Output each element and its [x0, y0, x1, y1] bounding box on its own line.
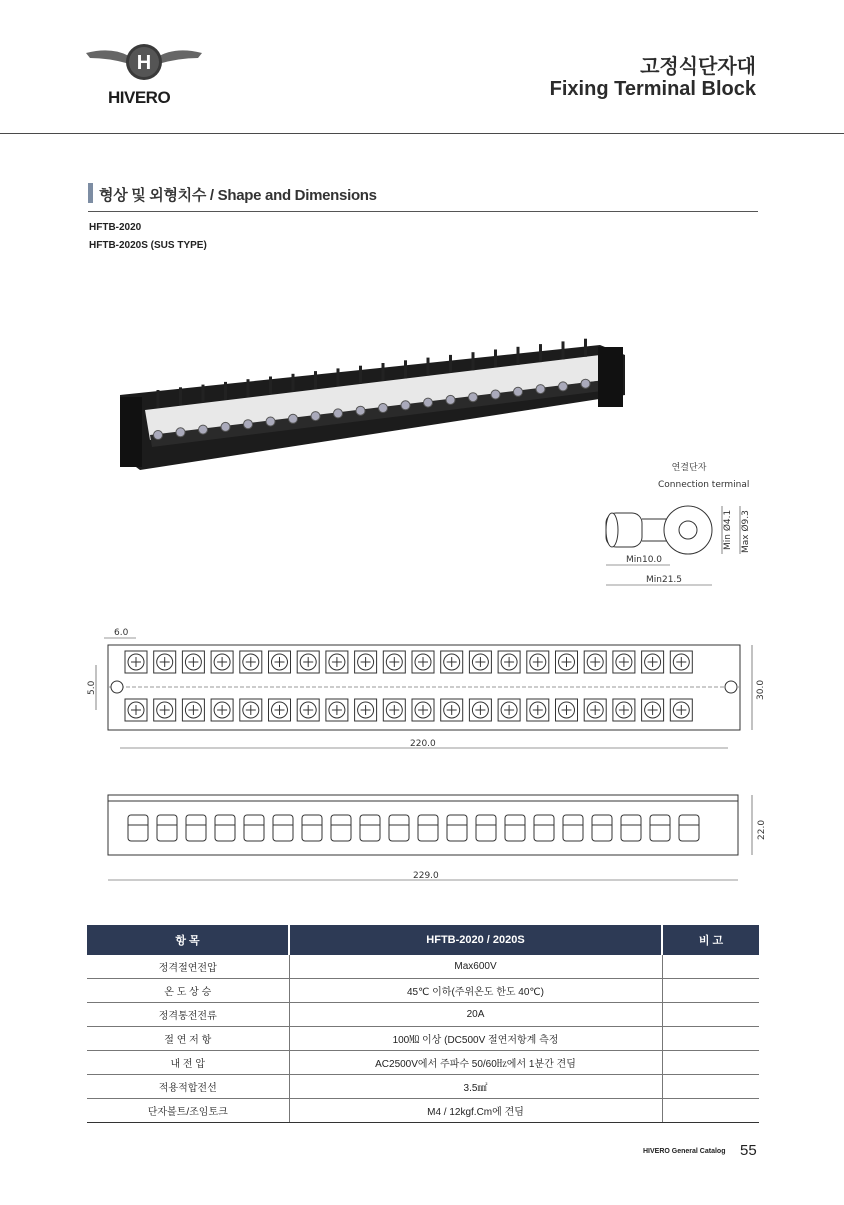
dim-30: 30.0 [756, 679, 766, 700]
row-item: 정격통전전류 [87, 1003, 289, 1027]
terminal-front [505, 815, 525, 841]
row-value: Max600V [289, 955, 662, 979]
row-note [662, 1051, 759, 1075]
header-item: 항 목 [87, 925, 289, 955]
photo-separator [314, 371, 317, 389]
connection-terminal-label-en: Connection terminal [658, 480, 750, 490]
row-note [662, 1075, 759, 1099]
row-note [662, 1003, 759, 1027]
photo-separator [157, 390, 160, 408]
dim-max-9-3: Max Ø9.3 [741, 510, 751, 553]
photo-screw [536, 385, 545, 394]
terminal-front [273, 815, 293, 841]
dim-5: 5.0 [87, 680, 97, 695]
terminal-front [157, 815, 177, 841]
row-value: 100㏁ 이상 (DC500V 절연저항계 측정 [289, 1027, 662, 1051]
photo-separator [337, 368, 340, 386]
brand-name: HIVERO [108, 88, 171, 107]
table-row [87, 1099, 759, 1123]
header-model: HFTB-2020 / 2020S [289, 925, 662, 955]
row-value: 20A [289, 1003, 662, 1027]
photo-separator [472, 352, 475, 370]
photo-separator [449, 355, 452, 373]
photo-screw [559, 382, 568, 391]
connection-terminal-drawing [592, 455, 762, 595]
section-title: 형상 및 외형치수 / Shape and Dimensions [99, 187, 377, 204]
photo-separator [292, 374, 295, 392]
photo-screw [311, 412, 320, 421]
row-item: 내 전 압 [87, 1051, 289, 1075]
terminal-front [215, 815, 235, 841]
photo-separator [562, 341, 565, 359]
connection-terminal-label-ko: 연결단자 [671, 463, 707, 473]
photo-screw [469, 393, 478, 402]
page-title-korean: 고정식단자대 [640, 56, 756, 78]
row-item: 절 연 저 항 [87, 1027, 289, 1051]
photo-screw [581, 379, 590, 388]
model-name-sus: HFTB-2020S (SUS TYPE) [89, 240, 207, 251]
photo-screw [446, 395, 455, 404]
terminal-front [679, 815, 699, 841]
terminal-front [563, 815, 583, 841]
terminal-front [476, 815, 496, 841]
row-value: AC2500V에서 주파수 50/60㎐에서 1분간 견딤 [289, 1051, 662, 1075]
page-number: 55 [740, 1142, 757, 1159]
row-note [662, 1099, 759, 1123]
row-value: M4 / 12kgf.Cm에 견딤 [289, 1099, 662, 1123]
table-row [87, 1051, 759, 1075]
end-block-right [598, 347, 623, 407]
header-divider [0, 133, 844, 134]
top-view-drawing [80, 620, 770, 760]
terminal-front [447, 815, 467, 841]
footer-catalog: HIVERO General Catalog [643, 1148, 726, 1155]
photo-separator [404, 360, 407, 378]
table-row [87, 979, 759, 1003]
photo-separator [517, 347, 520, 365]
photo-screw [379, 404, 388, 413]
terminal-front [186, 815, 206, 841]
table-header-row [87, 925, 759, 955]
photo-separator [269, 377, 272, 395]
photo-separator [382, 363, 385, 381]
photo-screw [289, 414, 298, 423]
terminal-front [621, 815, 641, 841]
photo-separator [202, 385, 205, 403]
photo-screw [221, 422, 230, 431]
terminal-front [360, 815, 380, 841]
row-value: 3.5㎟ [289, 1075, 662, 1099]
section-divider [88, 211, 758, 212]
table-row [87, 955, 759, 979]
spec-table [87, 925, 759, 1123]
page-title-english: Fixing Terminal Block [549, 78, 756, 100]
terminal-front [592, 815, 612, 841]
photo-screw [514, 387, 523, 396]
photo-screw [334, 409, 343, 418]
terminal-front [331, 815, 351, 841]
front-view-drawing [100, 785, 770, 890]
photo-separator [224, 382, 227, 400]
terminal-front [128, 815, 148, 841]
photo-screw [491, 390, 500, 399]
photo-separator [247, 379, 250, 397]
model-name: HFTB-2020 [89, 222, 142, 233]
table-row [87, 1075, 759, 1099]
photo-separator [359, 366, 362, 384]
photo-separator [179, 387, 182, 405]
row-value: 45℃ 이하(주위온도 한도 40℃) [289, 979, 662, 1003]
dim-229: 229.0 [413, 871, 439, 881]
section-marker [88, 183, 93, 203]
photo-screw [401, 401, 410, 410]
row-note [662, 955, 759, 979]
dim-6: 6.0 [114, 628, 129, 638]
terminal-front [418, 815, 438, 841]
photo-screw [176, 428, 185, 437]
photo-screw [199, 425, 208, 434]
dim-22: 22.0 [757, 819, 767, 840]
dim-min-4-1: Min Ø4.1 [723, 509, 733, 550]
photo-separator [584, 339, 587, 357]
terminal-front [534, 815, 554, 841]
terminal-front [389, 815, 409, 841]
photo-separator [427, 358, 430, 376]
row-note [662, 1027, 759, 1051]
table-row [87, 1027, 759, 1051]
photo-screw [424, 398, 433, 407]
table-row [87, 1003, 759, 1027]
photo-screw [266, 417, 275, 426]
logo-letter: H [136, 52, 152, 74]
terminal-front [302, 815, 322, 841]
end-block-left [120, 397, 142, 467]
photo-separator [494, 350, 497, 368]
photo-separator [539, 344, 542, 362]
photo-screw [244, 420, 253, 429]
photo-screw [154, 431, 163, 440]
photo-screw [356, 406, 365, 415]
terminal-front [650, 815, 670, 841]
row-note [662, 979, 759, 1003]
dim-min-21-5: Min21.5 [646, 575, 683, 585]
terminal-front [244, 815, 264, 841]
product-photo [100, 335, 640, 475]
dim-min-10: Min10.0 [626, 555, 663, 565]
dim-220: 220.0 [410, 739, 436, 749]
row-item: 단자볼트/조임토크 [87, 1099, 289, 1123]
row-item: 정격절연전압 [87, 955, 289, 979]
row-item: 온 도 상 승 [87, 979, 289, 1003]
row-item: 적용적합전선 [87, 1075, 289, 1099]
header-note: 비 고 [662, 925, 759, 955]
